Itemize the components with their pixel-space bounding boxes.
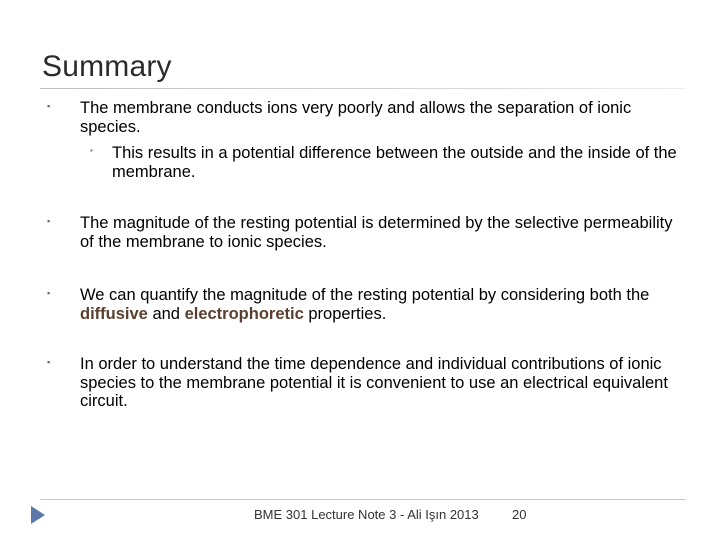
footer-divider <box>40 499 686 500</box>
sub-bullet-1: This results in a potential difference between the outside and the inside of the membrane. <box>112 144 677 181</box>
bullet-icon: ▪ <box>47 216 51 226</box>
title-divider <box>40 88 686 89</box>
bullet-icon: ▪ <box>47 288 51 298</box>
bullet-3-text-end: properties. <box>303 304 387 323</box>
bullet-icon: ▪ <box>47 101 51 111</box>
highlight-diffusive: diffusive <box>80 304 148 323</box>
bullet-3 <box>80 286 690 323</box>
bullet-icon: ▪ <box>47 357 51 367</box>
bullet-3-text-mid: and <box>147 304 185 323</box>
bullet-4: In order to understand the time dependence and individual contributions of ionic species to the membrane potential it is convenient to use an electrical equivalent circuit. <box>80 355 668 410</box>
footer-text: BME 301 Lecture Note 3 - Ali Işın 2013 <box>254 507 479 522</box>
bullet-2: The magnitude of the resting potential is determined by the selective permeability of the membrane to ionic species. <box>80 214 673 251</box>
bullet-3-text-start: We can quantify the magnitude of the resting potential by considering both the <box>80 286 650 304</box>
play-arrow-icon[interactable] <box>31 506 45 524</box>
bullet-1: The membrane conducts ions very poorly and allows the separation of ionic species. <box>80 99 632 136</box>
highlight-electrophoretic: electrophoretic <box>184 304 304 323</box>
sub-bullet-icon: ▪ <box>90 146 93 155</box>
slide-title: Summary <box>42 50 172 83</box>
page-number: 20 <box>512 507 527 522</box>
